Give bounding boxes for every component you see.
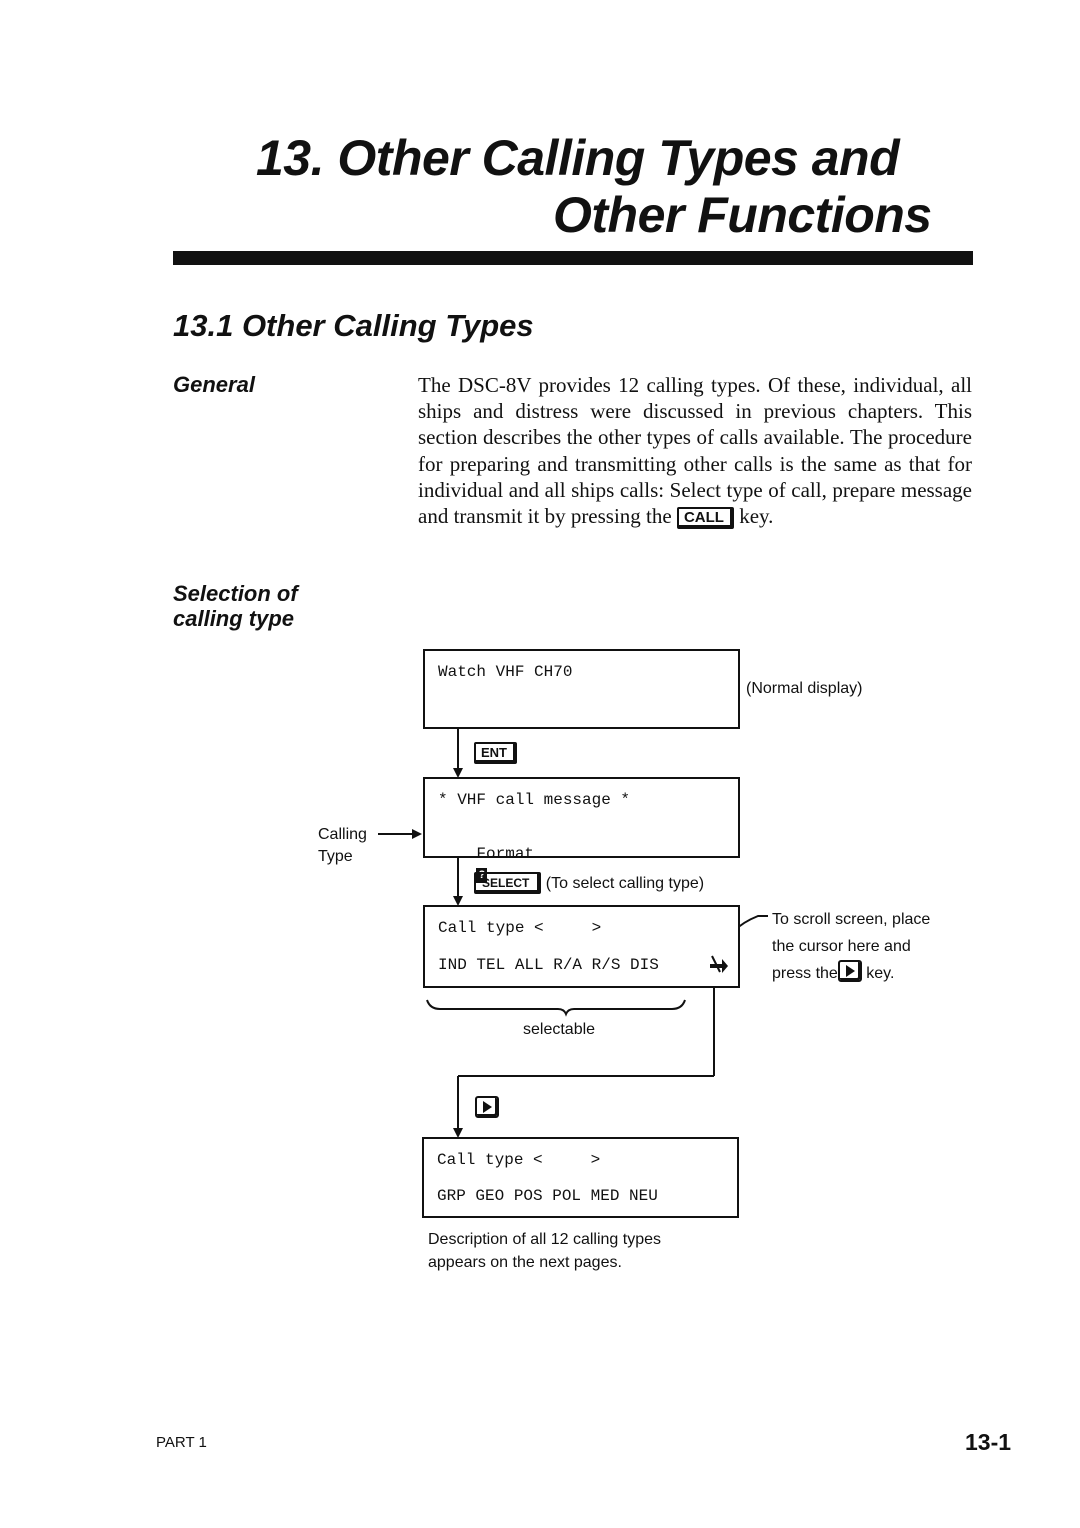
select-key-row	[474, 872, 704, 894]
scroll-note-line3	[772, 960, 930, 987]
screen4-line1: Call type < >	[437, 1151, 601, 1169]
calling-label-line1: Calling	[318, 826, 367, 843]
general-paragraph-end: key.	[739, 504, 774, 529]
selectable-label: selectable	[523, 1021, 596, 1038]
scroll-note-line2: the cursor here and	[772, 938, 911, 955]
general-heading: General	[173, 372, 255, 397]
normal-display-note: (Normal display)	[746, 680, 863, 697]
select-note: (To select calling type)	[545, 875, 705, 892]
scroll-cursor-icon	[708, 954, 730, 974]
screen3-line2: IND TEL ALL R/A R/S DIS	[438, 956, 659, 974]
description-line1: Description of all 12 calling types	[428, 1231, 662, 1248]
lcd-screen-call-type-2	[422, 1137, 739, 1218]
screen1-line1: Watch VHF CH70	[438, 663, 573, 681]
screen2-line1: * VHF call message *	[438, 791, 631, 809]
footer-part: PART 1	[156, 1434, 207, 1451]
selection-heading-line2: calling type	[173, 606, 295, 631]
chapter-title-line1: 13. Other Calling Types and	[256, 130, 900, 186]
scroll-note-key: key.	[866, 965, 895, 982]
screen3-line1: Call type < >	[438, 919, 602, 937]
right-arrow-key-icon	[838, 960, 862, 982]
chapter-title-line2: Other Functions	[553, 187, 932, 243]
call-key: CALL	[677, 507, 734, 529]
right-arrow-key-icon-2	[475, 1096, 499, 1118]
select-key: SELECT	[474, 872, 541, 894]
scroll-note	[772, 906, 930, 987]
scroll-note-press: press the	[772, 965, 838, 982]
description-line2: appears on the next pages.	[428, 1254, 622, 1271]
calling-label-line2: Type	[318, 848, 353, 865]
right-arrow-key-wrap	[475, 1096, 499, 1119]
lcd-screen-normal	[423, 649, 740, 729]
general-paragraph-text: The DSC-8V provides 12 calling types. Of these, individual, all ships and distress were discussed in previous chapters. This section describes the other types of calls available. The procedure for preparing and transmitting other calls is the same as that for individual and all ships calls: Select type of call, prepare message and transmit it by pressing the	[418, 373, 972, 529]
cursor-block: ?	[476, 868, 487, 883]
screen4-line2: GRP GEO POS POL MED NEU	[437, 1187, 658, 1205]
lcd-screen-call-type-1	[423, 905, 740, 988]
format-label: Format	[476, 845, 535, 863]
page-number: 13-1	[965, 1429, 1012, 1455]
scroll-note-line1: To scroll screen, place	[772, 911, 931, 928]
description-note	[428, 1228, 661, 1274]
ent-key-wrap	[474, 742, 517, 764]
selection-heading-line1: Selection of	[173, 581, 298, 606]
ent-key: ENT	[474, 742, 517, 764]
calling-type-label	[318, 824, 367, 868]
lcd-screen-vhf-call	[423, 777, 740, 881]
section-heading: 13.1 Other Calling Types	[173, 308, 534, 343]
